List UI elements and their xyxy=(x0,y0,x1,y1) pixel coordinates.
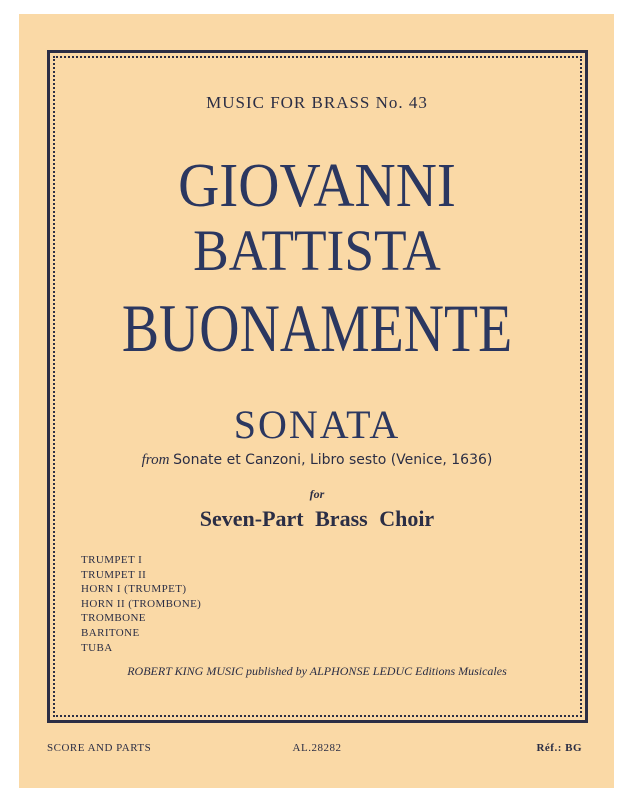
part-item: TRUMPET II xyxy=(81,568,147,581)
series-title: MUSIC FOR BRASS No. 43 xyxy=(206,93,428,112)
part-item: BARITONE xyxy=(81,626,140,639)
work-title: SONATA xyxy=(233,402,401,447)
composer-middle-name: BATTISTA xyxy=(193,218,441,283)
composer-first-name: GIOVANNI xyxy=(178,152,456,220)
source-text: Sonate et Canzoni, Libro sesto (Venice, 1636) xyxy=(173,452,493,468)
source-line xyxy=(0,452,634,469)
footer-reference: Réf.: BG xyxy=(536,742,582,754)
footer-catalog-number: AL.28282 xyxy=(292,742,342,754)
footer-edition-type: SCORE AND PARTS xyxy=(47,742,152,754)
part-item: TUBA xyxy=(81,641,113,654)
part-item: HORN I (TRUMPET) xyxy=(81,583,187,596)
source-from: from xyxy=(141,452,170,468)
ensemble: Seven-Part Brass Choir xyxy=(199,506,435,531)
for-label: for xyxy=(309,487,325,501)
part-item: TRUMPET I xyxy=(81,554,143,566)
parts-list xyxy=(81,553,201,655)
publisher-line: ROBERT KING MUSIC published by ALPHONSE LEDUC Editions Musicales xyxy=(127,664,507,678)
composer-last-name: BUONAMENTE xyxy=(121,290,513,366)
part-item: TROMBONE xyxy=(81,612,146,625)
part-item: HORN II (TROMBONE) xyxy=(81,597,202,610)
